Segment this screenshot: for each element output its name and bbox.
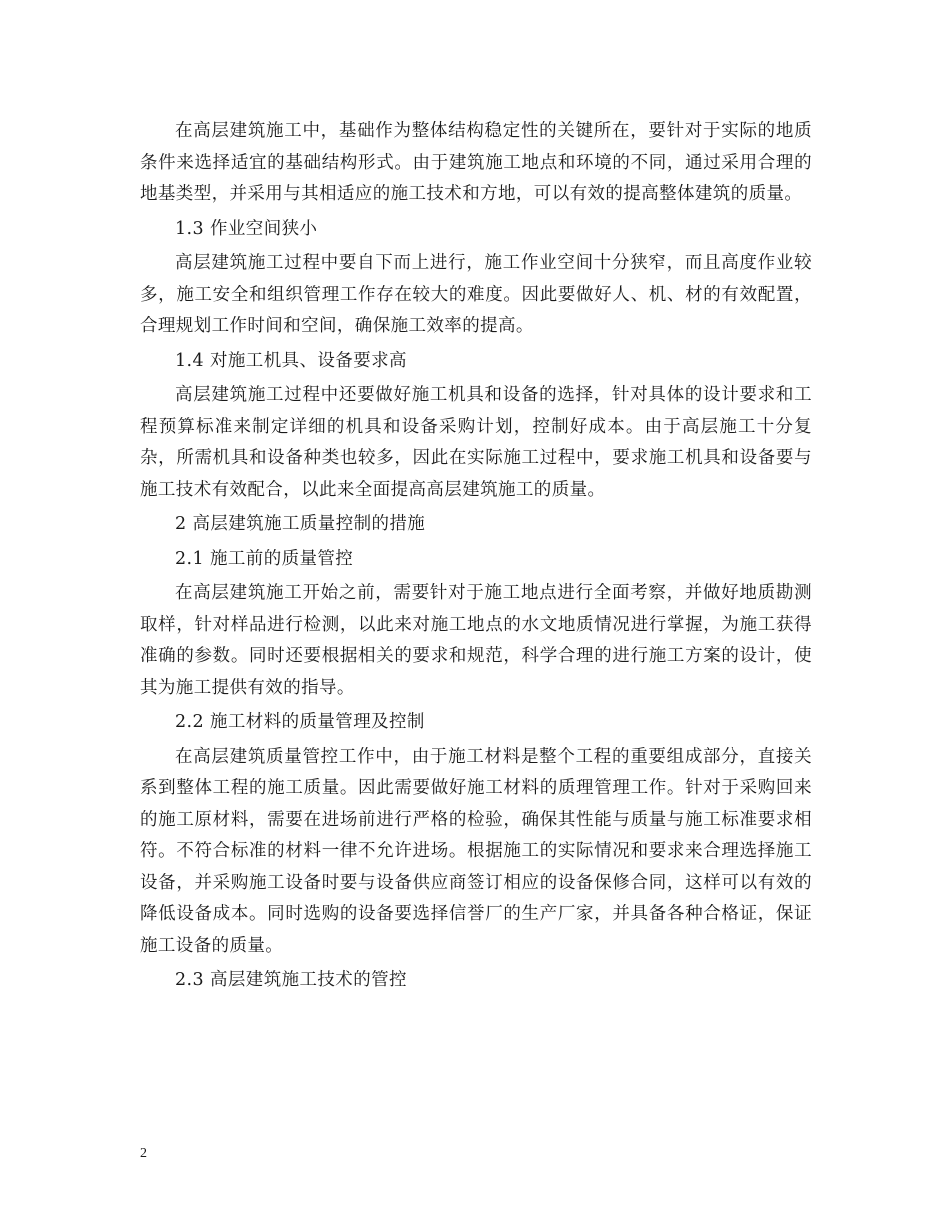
heading-2-2: 2.2 施工材料的质量管理及控制	[175, 712, 425, 732]
heading-2-1: 2.1 施工前的质量管控	[175, 548, 354, 569]
paragraph-workspace: 高层建筑施工过程中要自下而上进行，施工作业空间十分狭窄，而且高度作业较多，施工安全和组织管理工作存在较大的难度。因此要做好人、机、材的有效配置，合理规划工作时间和空间，确保施工效率的提高。	[140, 253, 812, 336]
heading-1-3: 1.3 作业空间狭小	[175, 218, 318, 239]
paragraph-foundation: 在高层建筑施工中，基础作为整体结构稳定性的关键所在，要针对于实际的地质条件来选择适宜的基础结构形式。由于建筑施工地点和环境的不同，通过采用合理的地基类型，并采用与其相适应的施工技术和方地，可以有效的提高整体建筑的质量。	[140, 121, 812, 204]
paragraph-pre-construction: 在高层建筑施工开始之前，需要针对于施工地点进行全面考察，并做好地质勘测取样，针对样品进行检测，以此来对施工地点的水文地质情况进行掌握，为施工获得准确的参数。同时还要根据相关的要求和规范，科学合理的进行施工方案的设计，使其为施工提供有效的指导。	[140, 583, 812, 698]
paragraph-materials: 在高层建筑质量管控工作中，由于施工材料是整个工程的重要组成部分，直接关系到整体工程的施工质量。因此需要做好施工材料的质理管理工作。针对于采购回来的施工原材料，需要在进场前进行严格的检验，确保其性能与质量与施工标准要求相符。不符合标准的材料一律不允许进场。根据施工的实际情况和要求来合理选择施工设备，并采购施工设备时要与设备供应商签订相应的设备保修合同，这样可以有效的降低设备成本。同时选购的设备要选择信誉厂的生产厂家，并具备各种合格证，保证施工设备的质量。	[140, 746, 812, 956]
page-number: 2	[140, 1146, 147, 1161]
heading-2-3: 2.3 高层建筑施工技术的管控	[175, 970, 407, 990]
paragraph-equipment: 高层建筑施工过程中还要做好施工机具和设备的选择，针对具体的设计要求和工程预算标准来制定详细的机具和设备采购计划，控制好成本。由于高层施工十分复杂，所需机具和设备种类也较多，因此在实际施工过程中，要求施工机具和设备要与施工技术有效配合，以此来全面提高高层建筑施工的质量。	[140, 385, 812, 500]
document-body	[140, 116, 812, 1000]
heading-2: 2 高层建筑施工质量控制的措施	[175, 514, 426, 534]
heading-1-4: 1.4 对施工机具、设备要求高	[175, 350, 407, 371]
